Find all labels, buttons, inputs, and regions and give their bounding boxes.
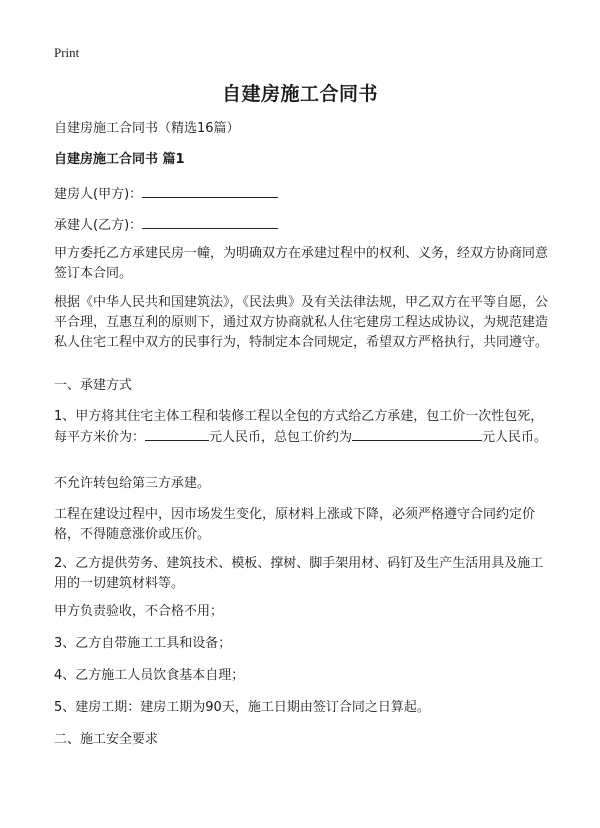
party-b-blank [142,214,278,229]
clause-1-text-b: 元人民币，总包工价约为 [209,430,353,445]
section-heading: 自建房施工合同书 篇1 [54,152,185,167]
clause-4-paragraph: 4、乙方施工人员饮食基本自理； [54,668,245,683]
document-subtitle: 自建房施工合同书（精选16篇） [54,121,240,136]
party-a-label: 建房人(甲方)： [54,187,143,202]
clause-1-text-c: 元人民币。 [482,430,548,445]
intro-paragraph: 甲方委托乙方承建民房一幢，为明确双方在承建过程中的权利、义务，经双方协商同意签订本合同。 [54,246,549,281]
unit-price-blank [145,427,209,441]
no-subcontract-paragraph: 不允许转包给第三方承建。 [54,476,211,491]
heading-contract-method: 一、承建方式 [54,378,133,393]
acceptance-paragraph: 甲方负责验收，不合格不用； [54,604,224,619]
print-link[interactable]: Print [54,45,80,60]
clause-1-text-a: 1、甲方将其住宅主体工程和装修工程以全包的方式给乙方承建，包工价一次性包死，每平方米价为： [54,409,544,445]
clause-2-paragraph: 2、乙方提供劳务、建筑技术、模板、撑树、脚手架用材、码钉及生产生活用具及施工用的一切建筑材料等。 [54,556,544,591]
clause-5-paragraph: 5、建房工期：建房工期为90天，施工日期由签订合同之日算起。 [54,700,430,715]
price-change-paragraph: 工程在建设过程中，因市场发生变化，原材料上涨或下降，必须严格遵守合同约定价格，不得随意涨价或压价。 [54,507,536,542]
document-title: 自建房施工合同书 [221,83,378,105]
party-b-row [54,214,549,236]
basis-paragraph: 根据《中华人民共和国建筑法》，《民法典》及有关法律法规，甲乙双方在平等自愿，公平合理，互惠互利的原则下，通过双方协商就私人住宅建房工程达成协议，为规范建造私人住宅工程中双方的民事行为，特制定本合同规定，希望双方严格执行，共同遵守。 [54,295,549,350]
party-a-row [54,183,549,205]
clause-1-paragraph [54,407,549,448]
party-b-label: 承建人(乙方)： [54,218,143,233]
clause-3-paragraph: 3、乙方自带施工工具和设备； [54,636,232,651]
party-a-blank [142,183,278,198]
heading-safety-requirements: 二、施工安全要求 [54,732,159,747]
total-price-blank [352,427,482,441]
